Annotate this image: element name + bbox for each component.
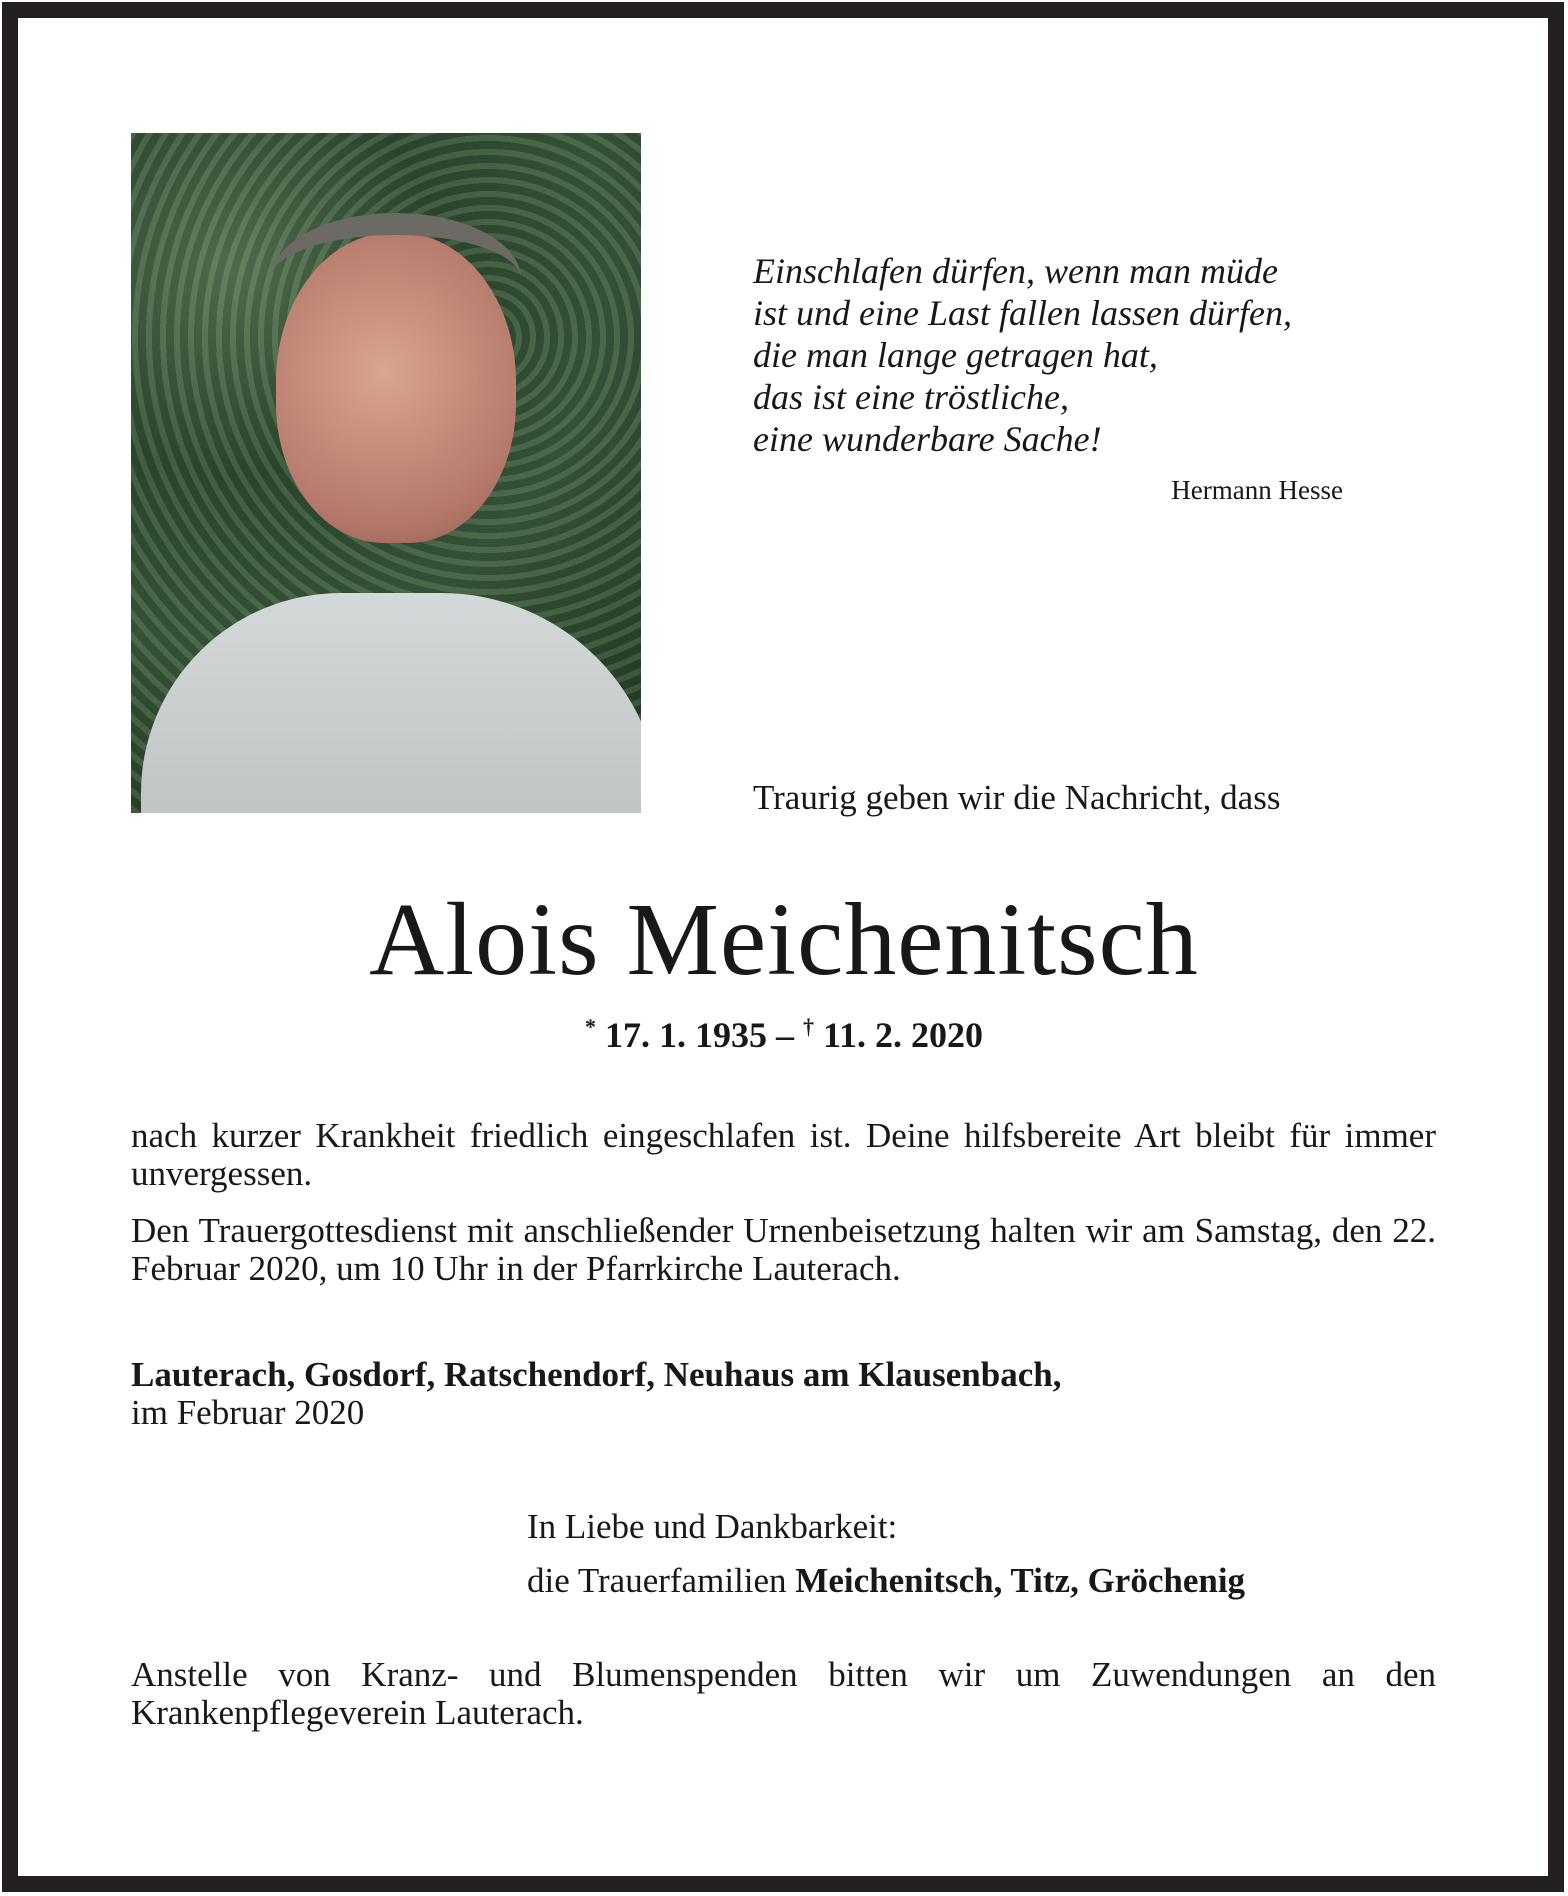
quote-line: Einschlafen dürfen, wenn man müde xyxy=(753,251,1278,291)
death-date: 11. 2. 2020 xyxy=(822,1015,983,1055)
quote-author: Hermann Hesse xyxy=(1171,475,1343,505)
portrait-photo xyxy=(131,133,641,813)
funeral-details: Den Trauergottesdienst mit anschließender Urnenbeisetzung halten wir am Samstag, den 22. Februar 2020, um 10 Uhr in der Pfarrkirche Lauterach. xyxy=(131,1211,1436,1288)
date-line: im Februar 2020 xyxy=(131,1393,365,1432)
life-dates xyxy=(0,1014,1568,1056)
family-names: Meichenitsch, Titz, Gröchenig xyxy=(795,1561,1246,1600)
intro-text: Traurig geben wir die Nachricht, dass xyxy=(753,778,1281,817)
donation-note: Anstelle von Kranz- und Blumenspenden bitten wir um Zuwendungen an den Krankenpflegeverein Lauterach. xyxy=(131,1655,1436,1732)
signature-prefix: die Trauerfamilien xyxy=(527,1561,796,1600)
places: Lauterach, Gosdorf, Ratschendorf, Neuhaus am Klausenbach, xyxy=(131,1355,1062,1394)
date-separator: – xyxy=(766,1015,803,1055)
birth-date: 17. 1. 1935 xyxy=(604,1015,767,1055)
quote-line: das ist eine tröstliche, xyxy=(753,377,1069,417)
signature-block xyxy=(527,1500,1245,1608)
quote-line: eine wunderbare Sache! xyxy=(753,419,1102,459)
announcement-text: nach kurzer Krankheit friedlich eingeschlafen ist. Deine hilfsbereite Art bleibt für immer unvergessen. xyxy=(131,1116,1436,1193)
poem-quote xyxy=(753,250,1292,460)
places-block xyxy=(131,1356,1436,1432)
birth-symbol: * xyxy=(584,1014,596,1039)
death-symbol: † xyxy=(802,1014,814,1039)
deceased-name: Alois Meichenitsch xyxy=(369,882,1199,997)
quote-line: die man lange getragen hat, xyxy=(753,335,1158,375)
signature-line: In Liebe und Dankbarkeit: xyxy=(527,1507,898,1546)
quote-line: ist und eine Last fallen lassen dürfen, xyxy=(753,293,1292,333)
